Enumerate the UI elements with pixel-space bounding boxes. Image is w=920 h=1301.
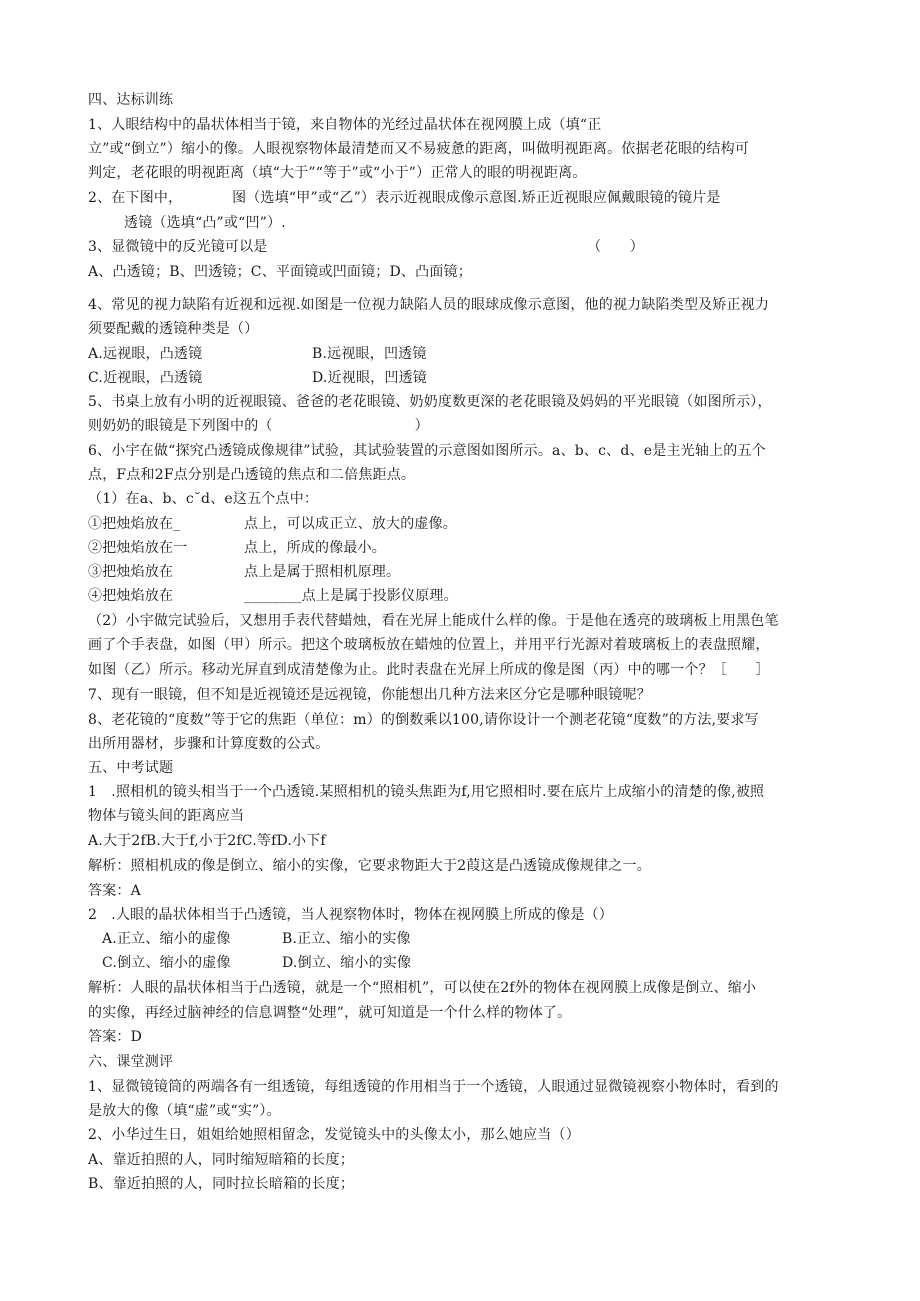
q7-line: 7、现有一眼镜，但不知是近视镜还是远视镜，你能想出几种方法来区分它是哪种眼镜呢？: [88, 687, 651, 703]
q6-item1-label: ①把烛焰放在_: [88, 516, 181, 532]
q6-line-2: 点，F点和2F点分别是凸透镜的焦点和二倍焦距点。: [88, 467, 416, 483]
test-q1-line-1: 1、显微镜镜筒的两端各有一组透镜，每组透镜的作用相当于一个透镜，人眼通过显微镜视察小物体时，看到的: [88, 1079, 779, 1095]
q8-line-1: 8、老花镜的“度数”等于它的焦距（单位：m）的倒数乘以100,请你设计一个测老花镜“度数”的方法,要求写: [88, 712, 759, 728]
q6-part2-line-1: （2）小宇做完试验后，又想用手表代替蜡烛，看在光屏上能成什么样的像。于是他在透亮的玻璃板上用黑色笔: [88, 613, 779, 629]
exam-q2-line: 2 .人眼的晶状体相当于凸透镜，当人视察物体时，物体在视网膜上所成的像是（）: [88, 907, 613, 923]
q5-line-2: 则奶奶的眼镜是下列图中的（ ）: [88, 418, 429, 434]
exam-q1-line-1: 1 .照相机的镜头相当于一个凸透镜.某照相机的镜头焦距为f,用它照相时.要在底片上成缩小的清楚的像,被照: [88, 784, 765, 800]
q1-line-3: 判定，老花眼的明视距离（填“大于”“等于”或“小于”）正常人的眼的明视距离。: [88, 165, 587, 181]
exam-q2-answer: 答案：D: [88, 1029, 143, 1045]
q6-item3-text: 点上是属于照相机原理。: [244, 564, 401, 580]
section-heading-6: 六、课堂测评: [88, 1054, 174, 1070]
q4-option-d: D.近视眼，凹透镜: [312, 370, 427, 386]
q6-part2-line-3: 如图（乙）所示。移动光屏直到成清楚像为止。此时表盘在光屏上所成的像是图（丙）中的哪一个？［ ］: [88, 662, 770, 678]
q6-item1-text: 点上，可以成正立、放大的虚像。: [244, 516, 457, 532]
exam-q1-answer: 答案：A: [88, 883, 141, 899]
exam-q1-line-2: 物体与镜头间的距离应当: [88, 808, 245, 824]
q4-option-c: C.近视眼，凸透镜: [88, 370, 203, 386]
q2-line-2: 透镜（选填“凸”或“凹”）.: [124, 215, 286, 231]
exam-q2-option-c: C.倒立、缩小的虚像: [102, 955, 231, 971]
exam-q1-options: A.大于2fB.大于f,小于2fC.等fD.小下f: [88, 833, 326, 849]
q6-item4-label: ④把烛焰放在: [88, 588, 174, 604]
q6-item2-label: ②把烛焰放在一: [88, 540, 188, 556]
q5-line-1: 5、书桌上放有小明的近视眼镜、爸爸的老花眼镜、奶奶度数更深的老花眼镜及妈妈的平光眼镜（如图所示），: [88, 394, 772, 410]
q6-item3-label: ③把烛焰放在: [88, 564, 174, 580]
q4-line-2: 须要配戴的透镜种类是（）: [88, 321, 259, 337]
q6-item2-text: 点上，所成的像最小。: [244, 540, 386, 556]
q4-option-b: B.远视眼，凹透镜: [312, 346, 427, 362]
exam-q2-option-b: B.正立、缩小的实像: [282, 931, 411, 947]
q6-part1-intro: （1）在a、b、c˘d、e这五个点中：: [88, 491, 319, 507]
q1-line-2: 立”或“倒立”）缩小的像。人眼视察物体最清楚而又不易疲惫的距离，叫做明视距离。依据老花眼的结构可: [88, 141, 750, 157]
q1-line-1: 1、人眼结构中的晶状体相当于镜，来自物体的光经过晶状体在视网膜上成（填“正: [88, 117, 602, 133]
q6-part2-line-2: 画了个手表盘，如图（甲）所示。把这个玻璃板放在蜡烛的位置上，并用平行光源对着玻璃板上的表盘照耀，: [88, 637, 770, 653]
section-heading-5: 五、中考试题: [88, 760, 174, 776]
q6-line-1: 6、小宇在做“探究凸透镜成像规律”试验，其试验装置的示意图如图所示。a、b、c、d、e是主光轴上的五个: [88, 443, 766, 459]
q4-option-a: A.远视眼，凸透镜: [88, 346, 203, 362]
q3-line: 3、显微镜中的反光镜可以是 （ ）: [88, 239, 644, 255]
exam-q2-analysis-2: 的实像，再经过脑神经的信息调整“处理”，就可知道是一个什么样的物体了。: [88, 1005, 572, 1021]
q6-item4-text: ________点上是属于投影仪原理。: [244, 588, 458, 604]
q8-line-2: 出所用器材，步骤和计算度数的公式。: [88, 736, 330, 752]
test-q2-option-a: A、靠近拍照的人，同时缩短暗箱的长度；: [88, 1152, 354, 1168]
test-q2-line: 2、小华过生日，姐姐给她照相留念，发觉镜头中的头像太小，那么她应当（）: [88, 1127, 580, 1143]
q4-line-1: 4、常见的视力缺陷有近视和远视.如图是一位视力缺陷人员的眼球成像示意图，他的视力缺陷类型及矫正视力: [88, 297, 770, 313]
test-q2-option-b: B、靠近拍照的人，同时拉长暗箱的长度；: [88, 1176, 355, 1192]
q3-options: A、凸透镜；B、凹透镜；C、平面镜或凹面镜；D、凸面镜；: [88, 264, 472, 280]
section-heading-4: 四、达标训练: [88, 92, 174, 108]
test-q1-line-2: 是放大的像（填“虚”或“实”）。: [88, 1103, 281, 1119]
exam-q2-option-a: A.正立、缩小的虚像: [102, 931, 231, 947]
exam-q2-option-d: D.倒立、缩小的实像: [282, 955, 412, 971]
exam-q1-analysis: 解析：照相机成的像是倒立、缩小的实像，它要求物距大于2葭这是凸透镜成像规律之一。: [88, 858, 651, 874]
exam-q2-analysis-1: 解析：人眼的晶状体相当于凸透镜，就是一个“照相机”，可以使在2f外的物体在视网膜上成像是倒立、缩小: [88, 980, 757, 996]
q2-line-1: 2、在下图中， 图（选填“甲”或“乙”）表示近视眼成像示意图.矫正近视眼应佩戴眼镜的镜片是: [88, 190, 721, 206]
